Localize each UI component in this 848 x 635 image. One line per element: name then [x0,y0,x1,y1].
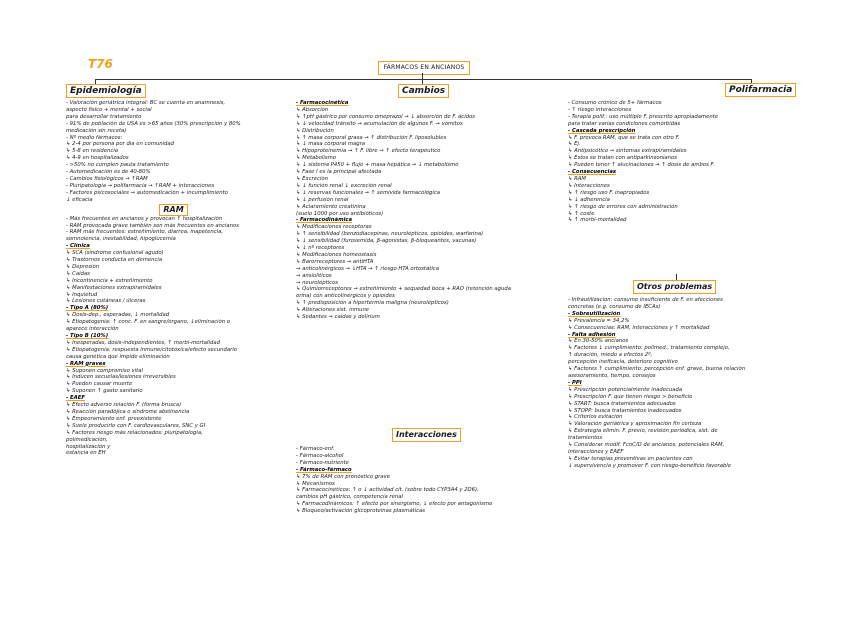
note-line: ↳ ↑ riesgo uso F. inapropiados [568,189,650,196]
note-line: - Automedicación es de 40-80% [66,169,151,176]
note-line: ↳ Estrategia elimin. F. previo, revisión periódica, sist. de [568,428,718,435]
note-line: ↳ Mecanismos [296,480,335,487]
header-epidemiologia: Epidemiología [66,84,146,98]
note-line: ↳ Metabolismo [296,155,336,162]
note-line: ↳ Depresión [66,263,100,270]
note-line: ↳ Aclaramiento creatinina [296,203,366,210]
note-line: ↳ Dosis-dep., esperadas, ↓ mortalidad [66,312,170,319]
column-polifarmacia [568,100,808,224]
note-line: ↳ Interacciones [568,182,610,189]
note-line: ↳ Suponen ↑ gasto sanitario [66,388,143,395]
note-line: polimedicación, [66,436,108,443]
note-line: - Terapia polif.: uso múltiple F. prescrito apropiadamente [568,113,719,120]
note-line: ↳ Absorción [296,106,329,113]
column-epidemiologia [66,100,281,457]
ram-header-wrap [66,204,281,216]
note-line: - Infrautilización: consumo insuficiente de F. en afecciones [568,297,723,303]
note-line: ↳ STOPP: busca tratamientos inadecuados [568,407,682,414]
note-line: → ansiolíticos [296,272,332,279]
note-line: → neurolépticos [296,279,339,286]
note-line: ↳ Modificaciones receptoras [296,224,372,231]
note-line: - Consecuencias [568,169,617,176]
note-line: - Clínica [66,243,90,250]
page-tag: T76 [88,57,113,71]
note-line: ↳ ↓ masa corporal magra [296,141,366,148]
note-line: ↳ ↓ velocidad tránsito → acumulación de algunos F. → vómitos [296,120,463,127]
note-line: - Cascada prescripción [568,127,636,134]
note-line: - Cambios fisiológicos → ↑RAM [66,175,148,182]
note-line: ↳ Prescripción F. que tienen riesgo > beneficio [568,393,693,400]
note-line: - Farmacodinámica [296,217,353,224]
note-line: ↳ Pueden tener ↑ alucinaciones → ↑ dosis de ambos F. [568,162,715,169]
note-line: ↳ Manifestaciones extrapiramidales [66,284,162,291]
note-line: ↳ Considerar modif. FcoC/D de ancianos, potenciales RAM, [568,442,725,449]
note-line: ↳ Alteraciones sist. inmune [296,307,370,314]
note-line: ↳ Suponen compromiso vital [66,367,143,374]
note-line: ↳ ↓ sistema P450 + flujo + masa hepática → ↓ metabolismo [296,162,459,169]
note-line: ↳ Lesiones cutáneas / úlceras [66,298,146,305]
note-line: ↳ Farmacodinámicos: ↑ efecto por sinergismo, ↓ efecto por antagonismo [296,501,493,508]
note-line: - RAM graves [66,360,106,367]
note-line: ↳ Fase I es la principal afectada [296,169,382,176]
note-line: ↳ Criterios evitación [568,414,623,421]
note-line: - RAM provocada grave también son más frecuentes en ancianos [66,222,239,229]
note-line: ↳ Quimiorreceptores → estreñimiento + sequedad boca + RAO (retención aguda [296,286,511,293]
column-interacciones [296,446,566,515]
note-line: ↳ Bloqueo/activación glicoproteínas plasmáticas [296,508,426,515]
note-line: - RAM más frecuentes: estreñimiento, diarrea, inapetencia, [66,229,224,236]
note-line: ↳ Estos se tratan con antiparkinsonianos [568,155,678,162]
note-line: ↳ ↓ adherencia [568,196,610,203]
note-line: ↳ Valoración geriátrica y aproximación fin certeza [568,421,702,428]
note-line: ↳ Caídas [66,270,90,277]
note-line: ↳ ↓ reservas funcionales → ↑ semivida farmacológica [296,189,441,196]
note-line: ↳ Trastornos conducta en demencia [66,257,163,264]
note-line: ↳ Etiopatogenia: respuesta inmune/citotóxica/efecto secundario [66,346,238,353]
note-line: ↳ Excreción [296,175,328,182]
note-line: ↳ ↑ masa corporal grasa → ↑ distribución F. liposolubles [296,134,447,141]
note-line: ↳ Reacción paradójica o síndrome abstinencia [66,408,190,415]
note-line: ↳ Modificaciones homeostasis [296,251,377,258]
note-line: somnolencia, inestabilidad, hipoglucemia [66,236,176,243]
header-ram: RAM [159,204,187,216]
column-cambios [296,100,566,321]
note-line: - Valoración geriátrica integral: BC se cuenta en anamnesis, [66,100,226,106]
note-line: - >50% no cumplen pauta tratamiento [66,162,169,169]
note-line: ↳ Inquietud [66,291,98,298]
note-line: - Consumo crónico de 5+ fármacos [568,100,662,106]
note-line: aparece interacción [66,326,119,333]
header-otros: Otros problemas [633,280,716,294]
note-line: - Fármaco-nutriente [296,459,349,466]
note-line: ↳ Etiopatogenia: ↑ conc. F. en sangre/órgano, ↓eliminación o [66,319,231,326]
note-line: causa genética que impide eliminación [66,353,170,360]
note-line: ↳ ↑ riesgo de errores con administración [568,203,678,210]
note-line: - EAEF [66,395,85,402]
note-line: - Tipo B (10%) [66,333,109,339]
note-line: ↳ ↑ sensibilidad (benzodiacepinas, neurolépticos, opioides, warfarina) [296,231,484,238]
note-line: ↳ Incontinencia + estreñimiento [66,277,153,284]
header-interacciones: Interacciones [392,428,461,442]
note-line: orina) con anticolinérgicos y opioides [296,293,395,300]
note-line: ↳ 5-8 en residencia [66,148,119,155]
note-line: ↳ Antipsicótico → síntomas extrapiramidales [568,148,687,155]
main-title: FÁRMACOS EN ANCIANOS [378,61,470,75]
note-line: ↳ Inducen secuelas/lesiones irreversibles [66,374,176,381]
note-line: ↳ Factores riesgo más relacionados: pluripatología, [66,429,203,436]
note-line: - Fármaco-alcohol [296,452,344,459]
note-line: (suelo 1000 por uso antibióticos) [296,210,384,217]
note-line: ↳ Factores ↓ cumplimiento: polimed., tratamiento complejo, [568,345,730,352]
header-polifarmacia: Polifarmacia [725,83,796,97]
note-line: estancia en EH [66,450,106,457]
note-line: ↳ ↑ predisposición a hipertermia maligna (neurolépticos) [296,300,449,307]
note-line: ↳ ↓ sensibilidad (furosemida, β-agonistas, β-bloqueantes, vacunas) [296,238,477,245]
note-line: - Tipo A (80%) [66,305,109,312]
note-line: ↳ ↑ morbi-mortalidad [568,217,627,224]
note-line: ↳ START: busca tratamientos adecuados [568,400,676,407]
note-line: percepción ineficacia, deterioro cognitivo [568,359,678,366]
header-line [95,79,751,80]
note-line: ↳ Empeoramiento enf. preexistente [66,415,162,422]
note-line: ↳ Ej. [568,141,581,148]
note-line: - Sobreutilización [568,310,621,317]
note-line: cambios pH gástrico, competencia renal [296,494,403,501]
note-line: ↳ ↓ nº receptores [296,245,345,252]
note-line: ↳ ↓ perfusión renal [296,196,349,203]
note-line: hospitalización y [66,443,111,450]
note-line: - Fármaco-enf. [296,446,335,452]
note-line: ↳ En 30-50% ancianos [568,338,629,345]
note-line: ↳ Inesperadas, dosis-independientes, ↑ morbi-mortalidad [66,339,220,346]
note-line: ↳ ↑ coste [568,210,595,217]
note-line: → anticolinérgicos → ↓HTA → ↑ riesgo HTA ortostática [296,265,439,272]
note-line: para desarrollar tratamiento [66,113,142,120]
note-line: - Farmacocinética [296,100,349,106]
note-line: ↳ RAM [568,175,586,182]
header-cambios: Cambios [398,84,449,98]
note-line: ↳ ↑pH gástrico por consumo omeprazol → ↓ absorción de F. ácidos [296,113,476,120]
column-otros [568,297,808,470]
note-line: ↳ 4-9 en hospitalizados [66,155,129,162]
note-line: ↳ Factores ↑ cumplimiento: percepción enf. grave, buena relación [568,366,746,373]
note-line: ↳ Suele producirlo con F. cardiovasculares, SNC y GI [66,422,206,429]
note-line: - Fármaco-fármaco [296,466,352,473]
note-line: ↳ 2-4 por persona por día en comunidad [66,141,175,148]
note-line: ↳ 7% de RAM con pronóstico grave [296,473,390,480]
note-line: ↳ ↓ función renal ↓ excreción renal [296,182,392,189]
note-line: ↳ Hipoproteinemia → ↑ F. libre → ↑ efecto terapéutico [296,148,441,155]
note-line: para tratar varias condiciones comórbidas [568,120,681,127]
note-line: aspecto físico + mental + social [66,106,152,113]
note-line: ↳ SCA (síndrome confusional agudo) [66,250,164,257]
note-line: ↳ Efecto adverso relación F. (forma brusca) [66,402,182,409]
note-line: ↑ duración, miedo a efectos 2º, [568,352,653,359]
note-line: ↳ Prevalencia = 34,2% [568,317,630,324]
note-line: ↳ Consecuencias: RAM, interacciones y ↑ mortalidad [568,324,710,331]
note-line: - Pluripatología → polifarmacia → ↑RAM + interacciones [66,182,215,189]
note-line: - 91% de población de USA es >65 años (30% prescripción y 80% [66,120,241,127]
note-line: tratamientos [568,435,603,442]
note-line: - Más frecuentes en ancianos y provocan ↑ hospitalización [66,215,223,222]
note-line: - Falta adhesión [568,331,616,338]
note-line: - Factores psicosociales → automedicación + incumplimiento [66,189,228,196]
note-line: - PPI [568,379,582,386]
note-line: ↳ Distribución [296,127,334,134]
note-line: ↳ Pueden causar muerte [66,381,133,388]
note-line: ↳ Farmacocinéticos: ↑ o ↓ actividad cit. (sobre todo CYP3A4 y 2D6), [296,487,479,494]
note-line: - Nº medio fármacos: [66,134,123,141]
note-line: ↓ eficacia [66,196,93,203]
note-line: ↳ Barorreceptores → antiHTA [296,258,374,265]
note-line: ↳ F. provoca RAM, que se trata con otro F. [568,134,680,141]
note-line: interacciones y EAEF [568,448,624,455]
note-line: medicación sin receta) [66,127,127,134]
note-line: ↳ Prescripción potencialmente inadecuada [568,386,683,393]
note-line: concretas (e.g. consumo de IECAs) [568,303,661,310]
note-line: asesoramiento, tiempo, consejos [568,372,656,379]
note-line: - ↑ riesgo interacciones [568,106,632,113]
note-line: ↓ supervivencia y promover F. con riesgo-beneficio favorable [568,462,732,469]
note-line: ↳ Sedantes → caídas y delirium [296,314,380,321]
note-line: ↳ Evitar terapias preventivas en pacientes con [568,455,693,462]
